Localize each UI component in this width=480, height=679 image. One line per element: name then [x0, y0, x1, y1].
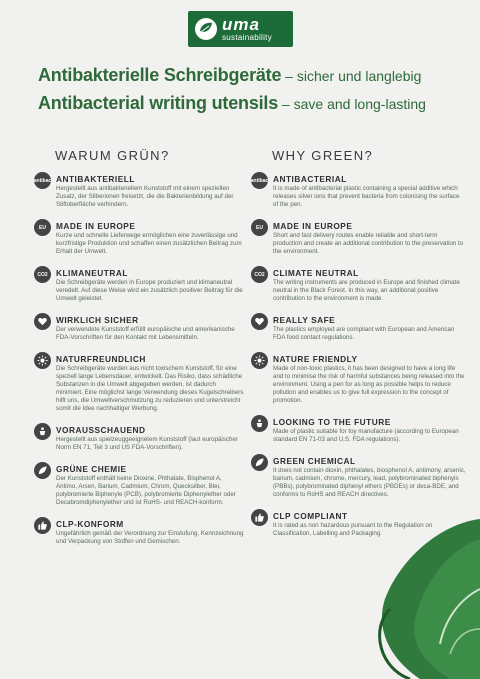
feature-title: GREEN CHEMICAL: [273, 456, 356, 466]
feature-title: ANTIBACTERIAL: [273, 174, 347, 184]
thumbs-up-icon: [251, 509, 268, 526]
feature-title: LOOKING TO THE FUTURE: [273, 417, 391, 427]
feature-body: Der verwendete Kunststoff erfüllt europäische und amerikanische FDA-Vorschriften für den Kontakt mit Lebensmitteln.: [56, 326, 235, 341]
toy-icon: [251, 415, 268, 432]
icon-label: EU: [39, 224, 46, 231]
feature-item: [251, 266, 466, 303]
feature-body: Die Schreibgeräte werden in Europe produziert und klimaneutral veredelt. Auf diese Weise wird ein zusätzlich positiver Beitrag für die Umwelt geleistet.: [56, 279, 243, 302]
feature-title: CLP COMPLIANT: [273, 511, 348, 521]
feature-body: The plastics employed are compliant with European and American FDA food contact regulations.: [273, 326, 455, 341]
feature-title: GRÜNE CHEMIE: [56, 464, 127, 474]
feature-title: MADE IN EUROPE: [56, 221, 136, 231]
feature-title: VORAUSSCHAUEND: [56, 425, 146, 435]
feature-body: Ungefährlich gemäß der Verordnung zur Einstufung, Kennzeichnung und Verpackung von Stoffen und Gemischen.: [56, 530, 244, 545]
feature-title: CLIMATE NEUTRAL: [273, 268, 359, 278]
co2-icon: [34, 266, 51, 283]
leaf-logo-icon: [194, 17, 218, 41]
column-de: [34, 172, 244, 556]
sun-icon: [34, 352, 51, 369]
feature-item: [34, 462, 244, 507]
feature-item: [34, 172, 244, 209]
feature-body: Kurze und schnelle Lieferwege ermöglichen eine zuverlässige und kurzfristige Produktion und schaffen einen zusätzlichen Beitrag zum Erhalt der Umwelt.: [56, 232, 242, 255]
feature-body: Hergestellt aus spielzeuggeeignetem Kunststoff (laut europäischer Norm EN 71, Teil 3 und US FDA-Vorschriften).: [56, 436, 238, 451]
feature-item: [34, 219, 244, 256]
feature-body: Short and fast delivery routes enable reliable and short-term production and create an additional contribution to the preservation to the environment.: [273, 232, 464, 255]
feature-title: NATURE FRIENDLY: [273, 354, 358, 364]
monstera-leaf-decoration: [330, 479, 480, 679]
headline-en: [38, 94, 426, 113]
eu-icon: [251, 219, 268, 236]
feature-item: [251, 313, 466, 342]
headline-en-strong: Antibacterial writing utensils: [38, 93, 279, 113]
column-title-de: WARUM GRÜN?: [55, 148, 170, 163]
feature-item: [34, 423, 244, 452]
feature-item: [251, 219, 466, 256]
leaf-icon: [251, 454, 268, 471]
feature-item: [34, 352, 244, 413]
headline-en-light: – save and long-lasting: [278, 96, 426, 112]
antibac-icon: [251, 172, 268, 189]
feature-item: [251, 352, 466, 405]
feature-title: NATURFREUNDLICH: [56, 354, 146, 364]
feature-body: Der Kunststoff enthält keine Dioxine, Phthalate, Bisphenol A, Antimo, Arsen, Barium, Cadmium, Chrom, Quecksilber, Blei, polybromierte Biphenyle (PCB), polybromierte Diphenylether oder Decabromdiphenylether und ist RoHS- und REACH-konform.: [56, 475, 236, 506]
headline-de-light: – sicher und langlebig: [281, 68, 422, 84]
column-title-en: WHY GREEN?: [272, 148, 374, 163]
feature-body: Hergestellt aus antibakteriellem Kunststoff mit einem speziellen Zusatz, der Silberionen freisetzt, die die Bakterienbildung auf der Stiftoberfläche verhindern.: [56, 185, 234, 208]
feature-title: REALLY SAFE: [273, 315, 336, 325]
feature-title: KLIMANEUTRAL: [56, 268, 128, 278]
thumbs-up-icon: [34, 517, 51, 534]
feature-item: [34, 266, 244, 303]
heart-icon: [34, 313, 51, 330]
feature-title: ANTIBAKTERIELL: [56, 174, 135, 184]
brand-name: uma: [222, 15, 260, 34]
feature-item: [251, 172, 466, 209]
icon-label: antibac: [33, 177, 52, 184]
toy-icon: [34, 423, 51, 440]
eu-icon: [34, 219, 51, 236]
feature-item: [34, 313, 244, 342]
feature-body: It is made of antibacterial plastic containing a special additive which releases silver ions that prevent bacteria from colonising the surface of the pen.: [273, 185, 460, 208]
heart-icon: [251, 313, 268, 330]
feature-body: Made of non-toxic plastics, it has been designed to have a long life and to minimise the risk of harmful substances being released into the environment. Using a pen for as long as possible helps to reduce pollution and enables us to give full expression to the concept of promotion.: [273, 365, 465, 404]
icon-label: CO2: [37, 271, 48, 278]
feature-title: CLP-KONFORM: [56, 519, 124, 529]
headline-de: [38, 66, 421, 85]
feature-body: The writing instruments are produced in Europe and finished climate neutral in the Black Forest. In this way, an additional positive contribution to the environment is made.: [273, 279, 460, 302]
antibac-icon: [34, 172, 51, 189]
co2-icon: [251, 266, 268, 283]
feature-title: MADE IN EUROPE: [273, 221, 353, 231]
feature-item: [251, 415, 466, 444]
icon-label: EU: [256, 224, 263, 231]
feature-item: [34, 517, 244, 546]
feature-body: Die Schreibgeräte wurden aus nicht toxischem Kunststoff, für eine speziell lange Lebensdauer, entwickelt. Das Risiko, dass schädliche Substanzen in die Umwelt abgegeben werden, ist dadurch minimiert. Eine möglichst lange Verwendung dieses Kugelschreibers hilft uns, die Umweltverschmutzung zu reduzieren und unterstreicht somit die Idee nachhaltiger Werbung.: [56, 365, 244, 412]
feature-body: It does not contain dioxin, phthalates, biosphenol A, antimony, arsenic, barium, cadmium, chrome, mercury, lead, polybrominated biphenyls (PBBs), polybrominated diphenyl ethers (PBDEs) or deca-BDE, and conforms to RoHS and REACH directives.: [273, 467, 466, 498]
feature-body: It is rated as non hazardous pursuant to the Regulation on Classification, Labelling and Packaging.: [273, 522, 433, 537]
sun-icon: [251, 352, 268, 369]
feature-body: Made of plastic suitable for toy manufacture (according to European standard EN 71-03 and U.S. FDA regulations).: [273, 428, 459, 443]
leaf-icon: [34, 462, 51, 479]
brand-sub: sustainability: [222, 33, 273, 42]
headline-de-strong: Antibakterielle Schreibgeräte: [38, 65, 282, 85]
icon-label: CO2: [254, 271, 265, 278]
feature-title: WIRKLICH SICHER: [56, 315, 139, 325]
brand-logo: [188, 11, 293, 47]
icon-label: antibac: [250, 177, 269, 184]
